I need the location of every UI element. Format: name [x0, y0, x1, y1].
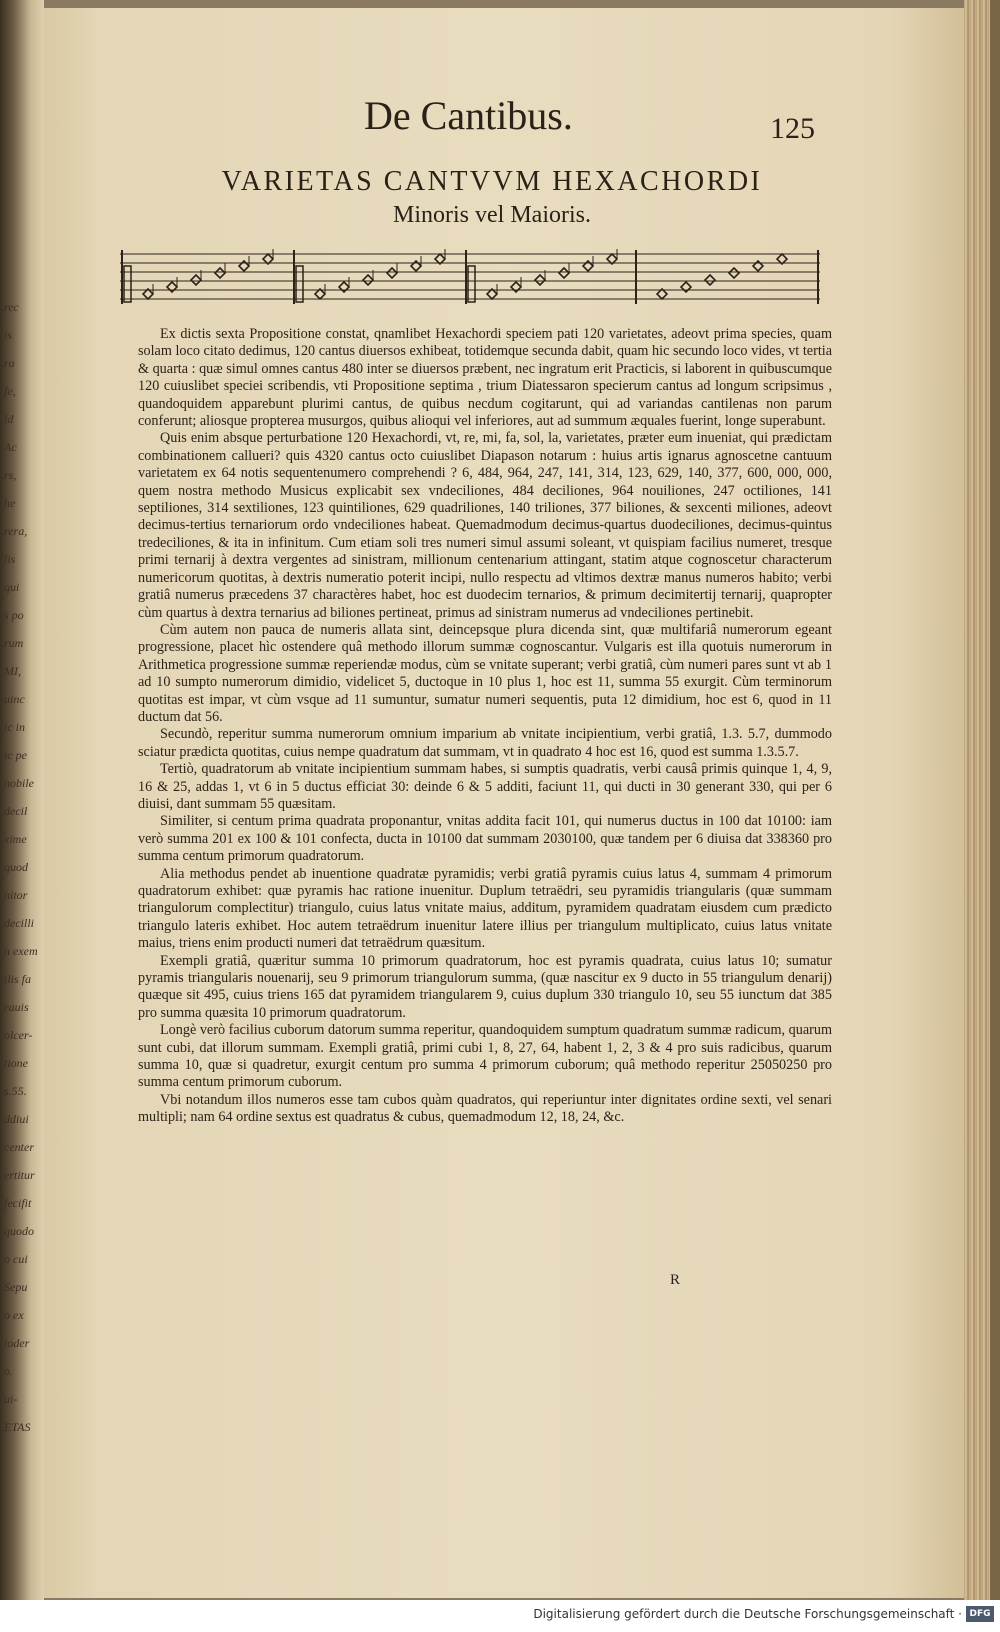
right-page-edge — [964, 0, 1000, 1600]
footer-credit: Digitalisierung gefördert durch die Deutsche Forschungsgemeinschaft · — [533, 1607, 962, 1621]
left-margin-fragment: ioder — [4, 1336, 30, 1350]
paragraph: Cùm autem non pauca de numeris allata sint, deincepsque plura dicenda sint, quæ multifariâ numerorum egeant progressione, placet hìc ostendere quâ methodo illorum summæ cognoscantur. Vulgaris est illa quotuis numerorum in Arithmetica progressione summæ reperiendæ modus, cùm se vnitate superant; verbi gratiâ, cùm numeri pares sunt vt ab 1 ad 10 sumpto numerorum dimidio, videlicet 5, ductoque in 10 plus 1, hoc est 11, summa 55 exurgit. Cùm terminorum quotitas est impar, vt cùm vsque ad 11 sumuntur, sumatur numeri sequentis, puta 12 dimidium, hoc est 6, quod in 11 ductum dat 56. — [138, 621, 832, 725]
left-margin-fragment: uinc — [4, 692, 25, 706]
note-head — [215, 268, 225, 278]
left-margin-fragment: ertitur — [4, 1168, 35, 1182]
left-margin-fragment: n exem — [4, 944, 38, 958]
body-text — [138, 326, 832, 1127]
left-margin-fragment: ld — [4, 412, 14, 426]
note-head — [191, 275, 201, 285]
left-margin-fragment: fecifit — [4, 1196, 32, 1210]
note-head — [705, 275, 715, 285]
left-margin-fragment: decil — [4, 804, 28, 818]
left-margin-fragment: Ac — [4, 440, 17, 454]
left-margin-fragment: o ex — [4, 1308, 24, 1322]
left-margin-fragment: fe, — [4, 384, 16, 398]
left-margin-fragment: rs, — [4, 468, 17, 482]
left-margin-fragment: quodo — [4, 1224, 34, 1238]
left-margin-fragment: olcer- — [4, 1028, 33, 1042]
left-margin-fragment: nitor — [4, 888, 28, 902]
music-notation-staff — [120, 246, 820, 308]
left-margin-fragment: rum — [4, 636, 24, 650]
running-title: De Cantibus. — [364, 93, 573, 138]
signature-mark: R — [670, 1272, 681, 1288]
left-margin-fragment: Sepu — [4, 1280, 28, 1294]
left-margin-fragment: MI, — [4, 664, 21, 678]
paragraph: Exempli gratiâ, quæritur summa 10 primorum quadratorum, hoc est pyramis quadrata, cuius latus 10; sumatur pyramis triangularis nouenarij, seu 9 primorum triangulorum summa, (quæ nascitur ex 9 ducto in 55 triangulum denarij) quæque sit 495, cuius triens 165 dat pyramidem triangularem 9, cuius duplum 330 triangulo 10, seu 55 iunctum dat 385 pro summa quæsita 10 primorum quadratorum. — [138, 952, 832, 1021]
left-margin-fragment: qui — [4, 580, 20, 594]
paragraph: Vbi notandum illos numeros esse tam cubos quàm quadratos, qui reperiuntur inter dignitates ordine sexti, vel senari multipli; nam 64 ordine sextus est quadratus & cubus, quemadmodum 12, 18, 24, &c. — [138, 1091, 832, 1126]
dfg-logo: DFG — [966, 1606, 994, 1622]
left-margin-fragment: ddiui — [4, 1112, 29, 1126]
clef-sign — [296, 266, 303, 302]
left-margin-fragment: ra — [4, 356, 15, 370]
paragraph: Similiter, si centum prima quadrata proponantur, vnitas addita facit 101, qui numerus ductus in 100 dat 10100: iam verò summa 201 ex 100 & 101 confecta, ducta in 10100 dat summam 2030100, quæ tandem per 6 diuisa dat 338360 pro summa centum primorum quadratorum. — [138, 813, 832, 865]
left-margin-fragment: he — [4, 496, 16, 510]
left-margin-fragment: s po — [4, 608, 24, 622]
left-margin-fragment: s.55. — [4, 1084, 27, 1098]
note-head — [559, 268, 569, 278]
page-subtitle: Minoris vel Maioris. — [393, 202, 591, 228]
left-margin-fragment: rauis — [4, 1000, 29, 1014]
clef-sign — [468, 266, 475, 302]
footer-bar — [0, 1600, 1000, 1632]
left-margin-fragment: ui- — [4, 1392, 18, 1406]
note-head — [387, 268, 397, 278]
left-margin-fragment: o cui — [4, 1252, 28, 1266]
paragraph: Ex dictis sexta Propositione constat, qnamlibet Hexachordi speciem pati 120 varietates, adeovt prima species, quam solam loco citato dedimus, 120 cantus diuersos exhibeat, totidemque secunda dabit, quam hic secundo loco vides, vt tertia & quarta : quæ simul omnes cantus 480 inter se diuersos præbent, nec ingratum erit Practicis, si laborent in quibuscumque 120 cuiuslibet speciei scribendis, vti Propositione septima , trium Diatessaron specierum cantus ad longum scripsimus , quandoquidem apparebunt plurimi cantus, de quibus necdum cogitarunt, qui ad variandas cantilenas non parum conferunt; aliosque propterea musurgos, quibus alioqui vel inferiores, aut ad summum æquales fuerint, longe superabunt. — [138, 326, 832, 430]
note-head — [363, 275, 373, 285]
paragraph: Secundò, reperitur summa numerorum omnium imparium ab vnitate incipientium, verbi gratiâ, 1.3. 5.7, dummodo sciatur prædicta quotitas, cuius nempe quadratum dat summam, vt in quadrato 4 hoc est 16, quod est summa 1.3.5.7. — [138, 726, 832, 760]
left-margin-fragment: ETAS — [4, 1420, 31, 1434]
left-margin-fragment: rera, — [4, 524, 28, 538]
left-margin-fragment: decilli — [4, 916, 34, 930]
page-title: VARIETAS CANTVVM HEXACHORDI — [221, 166, 763, 197]
note-head — [729, 268, 739, 278]
page-number: 125 — [770, 112, 815, 145]
left-margin-fragment: is — [4, 328, 13, 342]
paragraph: Alia methodus pendet ab inuentione quadratæ pyramidis; verbi gratiâ pyramis cuius latus 4, summam 4 primorum quadratorum exhibet: quæ pyramis hac ratione inuenitur. Duplum tetraëdri, seu pyramidis triangularis (quæ summam triangulorum complectitur) triangulo, cuius latus vnitate maius, additum, pyramidem quadratam eiusdem cum prædicto triangulo lateris exhibet. Hoc autem tetraëdrum inuenitur latere illius per triangulum multiplicato, cuius latus vnitate maius, triens enim producti numeri dat tetraëdrum quæsitum. — [138, 865, 832, 952]
left-margin-fragment: center — [4, 1140, 34, 1154]
left-margin-fragment: ilis fa — [4, 972, 32, 986]
left-margin-fragment: lis — [4, 552, 16, 566]
left-margin-fragment: quod — [4, 860, 28, 874]
book-page — [44, 8, 964, 1598]
left-margin-fragment: tione — [4, 1056, 28, 1070]
left-margin-fragment: ic in — [4, 720, 25, 734]
left-margin-fragment: nobile — [4, 776, 34, 790]
paragraph: Quis enim absque perturbatione 120 Hexachordi, vt, re, mi, fa, sol, la, varietates, præter eum inueniat, qui prædictam combinationem callueri? quis 4320 cantus octo cuiuslibet Diapason notarum : huius artis ignarus agnoscetne cantuum varietatem ex 64 notis sequentenumero comprehendi ? 6, 484, 964, 247, 141, 314, 123, 629, 140, 377, 600, 000, 000, quem nostra methodo Musicus explicabit sex vndeciliones, 484 deciliones, 964 nouiliones, 247 octiliones, 141 septiliones, 314 sextiliones, 123 quintiliones, 629 quadriliones, 140 triliones, 377 biliones, & sexcenti miliones, adeovt decimus-tertius ternariorum ordo vndeciliones habeat. Quemadmodum decimus-quartus duodeciliones, decimus-quintus tredeciliones, & ita in infinitum. Cum etiam soli tres numeri simul assumi soleant, vt quispiam facilius numeret, tresque primi ternarij à dextra vergentes ad sinistram, millionum centenarium attingant, statim atque cognoscetur characterum numericorum quotitas, à dextris numeratio poterit incipi, nullo respectu ad vltimos dextræ manus numeros habito; verbi gratiâ numerus præcedens 37 charactères habet, hoc est duodecim ternarios, & primum decimitertij ternarij, quapropter cùm quartus à dextra ternarius ad biliones pertineat, primus ad sinistram numerus ad vndeciliones pertinebit. — [138, 430, 832, 621]
left-margin-fragment: rec — [4, 300, 19, 314]
left-margin-fragment: o. — [4, 1364, 13, 1378]
note-head — [535, 275, 545, 285]
left-margin-fragment: xime — [4, 832, 27, 846]
clef-sign — [124, 266, 131, 302]
paragraph: Longè verò facilius cuborum datorum summa reperitur, quandoquidem sumptum quadratum summæ radicum, quarum sunt cubi, dat illorum summam. Exempli gratiâ, primi cubi 1, 8, 27, 64, habent 1, 2, 3 & 4 pro suis radicibus, quarum summa 10, quæ si quadretur, exurgit centum pro summa 4 primorum cuborum; quâ methodo reperitur 25050250 pro summa centum primorum cuborum. — [138, 1022, 832, 1091]
left-page-edge — [0, 0, 44, 1600]
paragraph: Tertiò, quadratorum ab vnitate incipientium summam habes, si sumptis quadratis, verbi causâ primis quinque 1, 4, 9, 16 & 25, addas 1, vt 6 in 5 ductus efficiat 30: deinde 6 & 5 additi, faciunt 11, qui ducti in 30 generant 330, qui per 6 diuisi, dant summam 55 quæsitam. — [138, 761, 832, 812]
left-margin-fragment: ic pe — [4, 748, 27, 762]
